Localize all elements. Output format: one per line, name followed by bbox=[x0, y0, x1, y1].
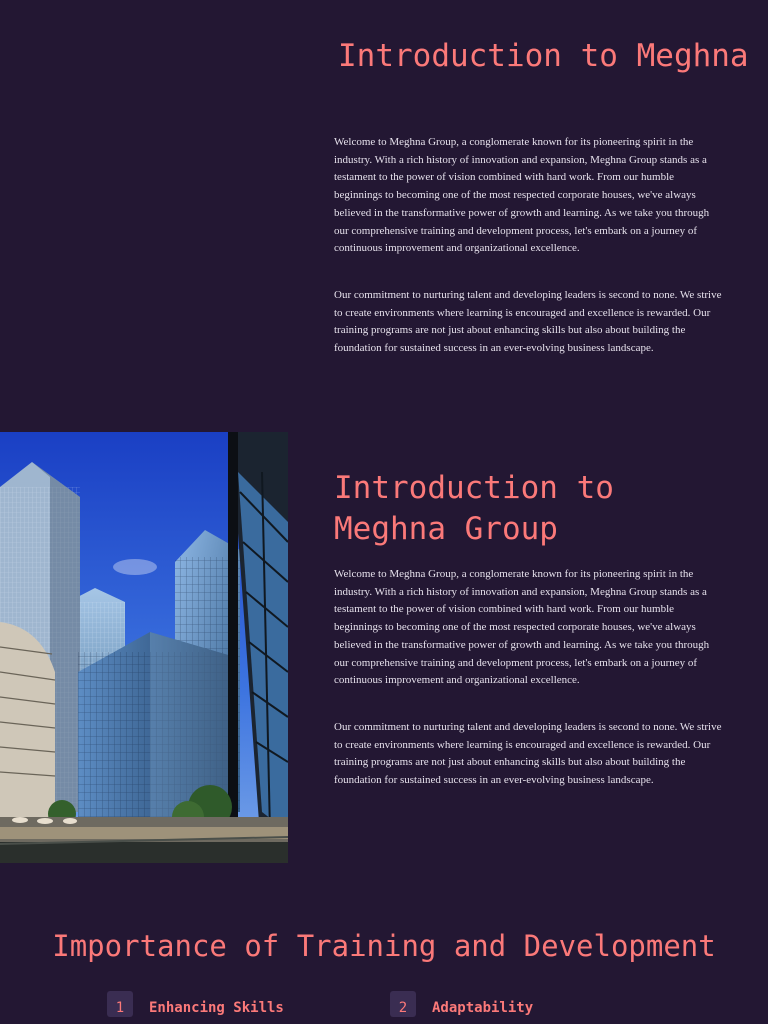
feature-label: Adaptability bbox=[432, 1000, 534, 1016]
feature-number-badge: 2 bbox=[390, 991, 416, 1017]
intro-paragraph-1: Welcome to Meghna Group, a conglomerate known for its pioneering spirit in the industry. With a rich history of innovation and expansion, Meghna Group stands as a testament to the power of vision combined with hard work. From our humble beginnings to becoming one of the most respected corporate houses, we've always believed in the transformative power of growth and learning. As we take you through our comprehensive training and development process, let's embark on a journey of continuous improvement and organizational excellence. bbox=[334, 136, 710, 255]
feature-label: Enhancing Skills bbox=[149, 1000, 284, 1016]
feature-number-badge: 1 bbox=[107, 991, 133, 1017]
feature-item-adaptability bbox=[390, 991, 533, 1017]
group-intro-paragraph-1: Welcome to Meghna Group, a conglomerate known for its pioneering spirit in the industry. With a rich history of innovation and expansion, Meghna Group stands as a testament to the power of vision combined with hard work. From our humble beginnings to becoming one of the most respected corporate houses, we've always believed in the transformative power of growth and learning. As we take you through our comprehensive training and development process, let's embark on a journey of continuous improvement and organizational excellence. bbox=[334, 568, 710, 687]
group-intro-paragraph-2: Our commitment to nurturing talent and developing leaders is second to none. We strive to create environments where learning is encouraged and excellence is rewarded. Our training programs are not just about enhancing skills but also about building the foundation for sustained success in an ever-evolving business landscape. bbox=[334, 721, 722, 787]
feature-item-enhancing-skills bbox=[107, 991, 284, 1017]
group-intro-title: Introduction to Meghna Group bbox=[334, 470, 614, 547]
city-buildings-image bbox=[0, 432, 288, 863]
intro-paragraph-2: Our commitment to nurturing talent and developing leaders is second to none. We strive to create environments where learning is encouraged and excellence is rewarded. Our training programs are not just about enhancing skills but also about building the foundation for sustained success in an ever-evolving business landscape. bbox=[334, 289, 722, 355]
intro-title: Introduction to Meghna bbox=[338, 38, 749, 74]
importance-title: Importance of Training and Development bbox=[52, 929, 716, 963]
